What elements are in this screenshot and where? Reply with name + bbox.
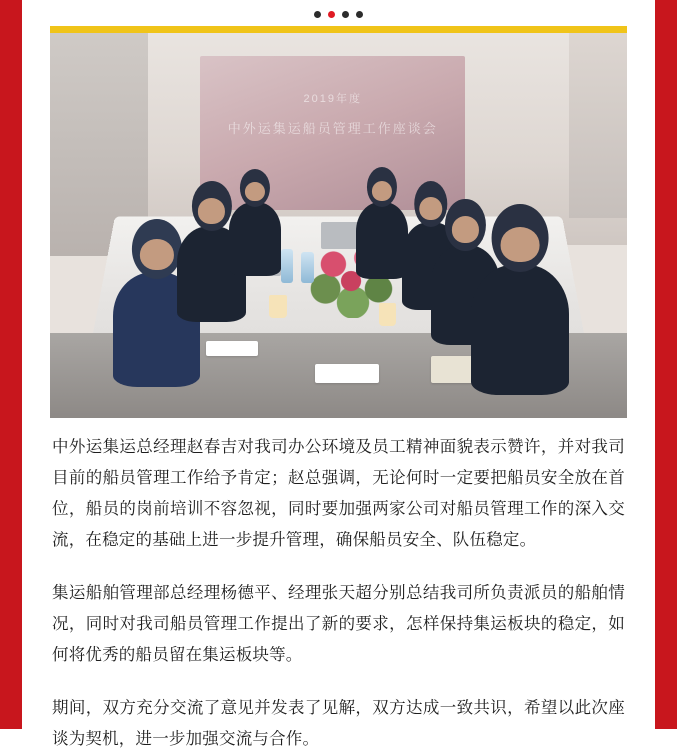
article-paragraph-1: 中外运集运总经理赵春吉对我司办公环境及员工精神面貌表示赞许，并对我司目前的船员管理工作给予肯定；赵总强调，无论何时一定要把船员安全放在首位，船员的岗前培训不容忽视，同时要加强两家公司对船员管理工作的深入交流，在稳定的基础上进一步提升管理，确保船员安全、队伍稳定。 — [52, 438, 625, 549]
tea-cup-1 — [269, 295, 286, 318]
attendee-2-head — [191, 181, 231, 231]
attendee-7-head — [492, 204, 549, 272]
right-wall-panel — [569, 33, 627, 218]
attendee-3 — [229, 202, 281, 275]
attendee-4 — [356, 202, 408, 279]
attendee-6-head — [445, 199, 485, 251]
article-paragraph-2: 集运船舶管理部总经理杨德平、经理张天超分别总结我司所负责派员的船舶情况，同时对我司船员管理工作提出了新的要求，怎样保持集运板块的稳定，如何将优秀的船员留在集运板块等。 — [52, 584, 625, 664]
carousel-dot-3[interactable] — [342, 11, 349, 18]
meeting-photo-image — [50, 33, 627, 418]
carousel-dot-4[interactable] — [356, 11, 363, 18]
notebook-2 — [315, 364, 378, 383]
carousel-dots[interactable] — [32, 0, 645, 26]
water-bottle-1 — [281, 249, 294, 284]
attendee-1-head — [132, 219, 182, 279]
left-white-gap — [22, 0, 32, 729]
carousel-dot-2[interactable] — [328, 11, 335, 18]
notebook-1 — [206, 341, 258, 356]
projection-screen-line-1: 2019年度 — [303, 92, 362, 105]
tea-cup-2 — [379, 303, 396, 326]
meeting-photo — [50, 26, 627, 418]
attendee-4-head — [367, 167, 397, 207]
water-bottle-2 — [301, 252, 314, 283]
projection-screen-line-2: 中外运集运船员管理工作座谈会 — [227, 120, 438, 136]
attendee-3-head — [240, 169, 270, 207]
article-body — [32, 418, 645, 755]
article-paragraph-3: 期间，双方充分交流了意见并发表了见解，双方达成一致共识，希望以此次座谈为契机，进一步加强交流与合作。 — [52, 699, 625, 748]
carousel-dot-1[interactable] — [314, 11, 321, 18]
article-content — [32, 0, 645, 748]
left-red-rail — [0, 0, 22, 729]
attendee-7 — [471, 264, 569, 395]
right-red-rail — [655, 0, 677, 729]
right-white-gap — [645, 0, 655, 729]
